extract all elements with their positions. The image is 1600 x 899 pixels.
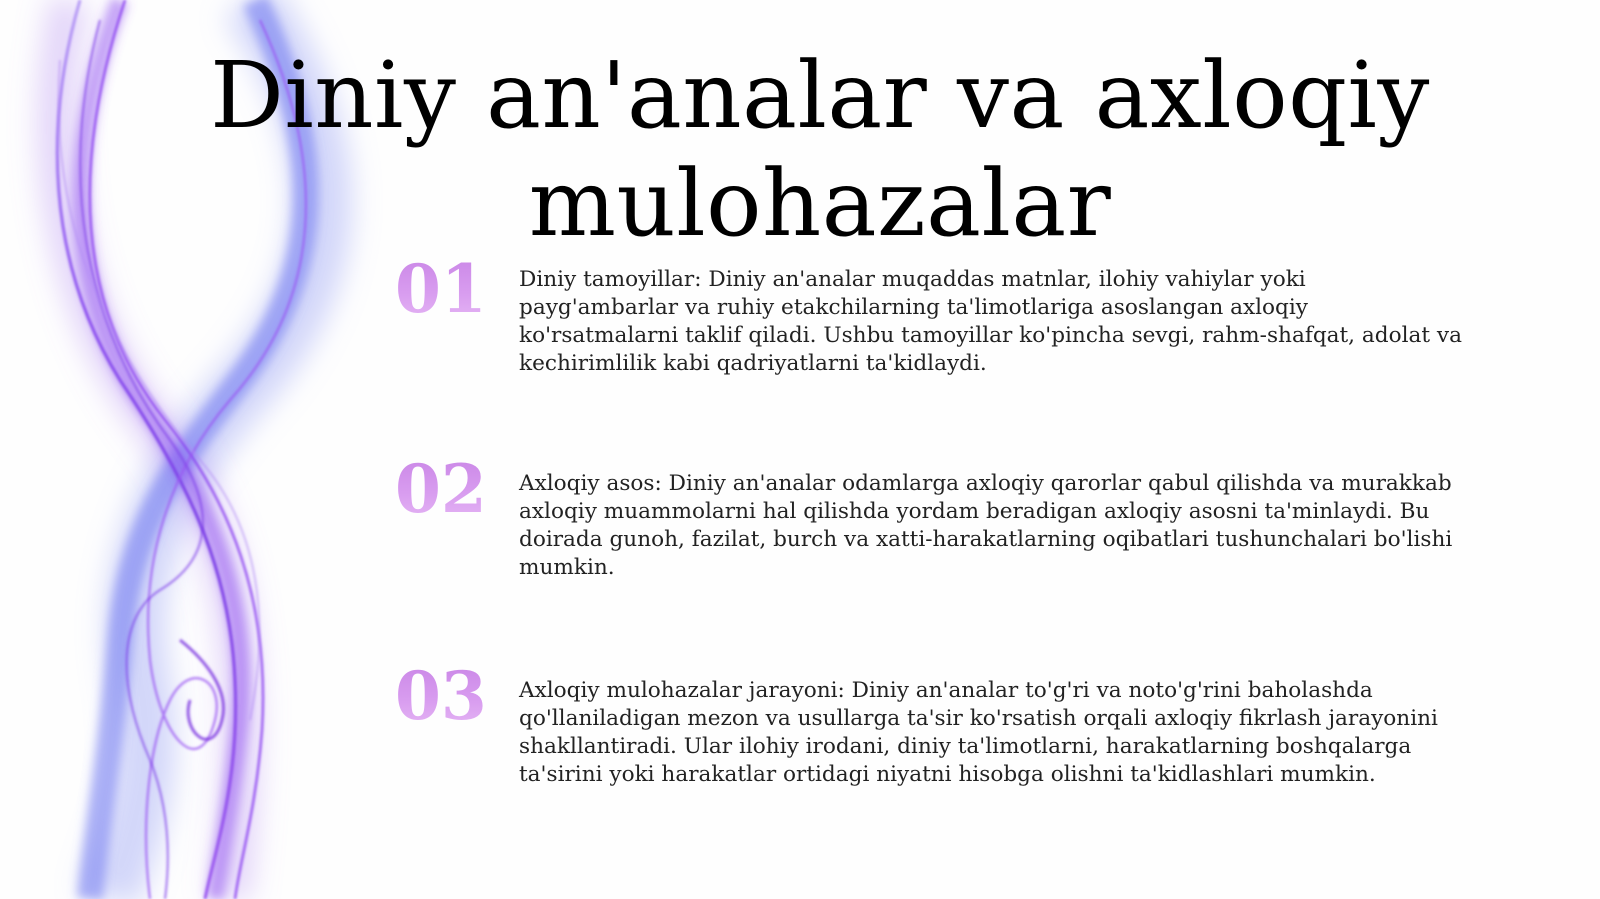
item-text: Axloqiy asos: Diniy an'analar odamlarga axloqiy qarorlar qabul qilishda va murakkab axloqiy muammolarni hal qilishda yordam beradigan axloqiy asosni ta'minlaydi. Bu doirada gunoh, fazilat, burch va xatti-harakatlarning oqibatlari tushunchalari bo'lishi mumkin. xyxy=(519,471,1453,580)
item-text: Diniy tamoyillar: Diniy an'analar muqaddas matnlar, ilohiy vahiylar yoki payg'ambarlar va ruhiy etakchilarning ta'limotlariga asoslangan axloqiy ko'rsatmalarni taklif qiladi. Ushbu tamoyillar ko'pincha sevgi, rahm-shafqat, adolat va kechirimlilik kabi qadriyatlarni ta'kidlaydi. xyxy=(519,267,1463,376)
item-number: 01 xyxy=(395,252,505,326)
item-number: 03 xyxy=(395,659,505,733)
slide-title: Diniy an'analar va axloqiy mulohazalar xyxy=(210,42,1430,257)
item-number: 02 xyxy=(395,452,505,526)
item-text: Axloqiy mulohazalar jarayoni: Diniy an'analar to'g'ri va noto'g'rini baholashda qo'llaniladigan mezon va usullarga ta'sir ko'rsatish orqali axloqiy fikrlash jarayonini shakllantiradi. Ular ilohiy irodani, diniy ta'limotlarni, harakatlarning boshqalarga ta'sirini yoki harakatlar ortidagi niyatni hisobga olishni ta'kidlashlari mumkin. xyxy=(519,678,1438,787)
